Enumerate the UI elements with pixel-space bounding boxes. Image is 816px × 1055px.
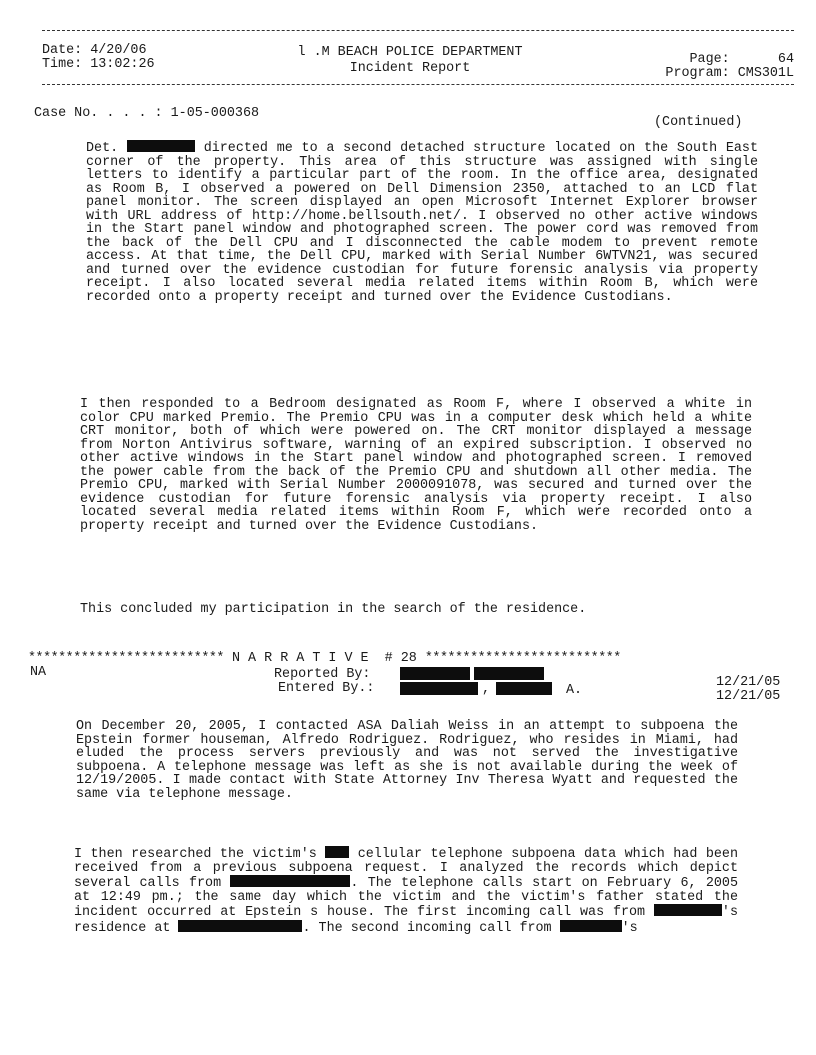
header-page: Page: 64 [689,52,794,67]
reported-date: 12/21/05 [716,675,781,690]
redaction-bar [178,920,302,932]
report-type: Incident Report [349,61,471,76]
redaction-bar [560,920,622,932]
redaction-bar [230,875,350,887]
entered-date: 12/21/05 [716,689,781,704]
redaction-entered-2 [496,682,552,699]
continued-label: (Continued) [654,115,743,130]
header-top-rule [42,30,794,31]
redaction-bar [654,904,722,916]
header-program: Program: CMS301L [665,66,794,81]
paragraph-concluded: This concluded my participation in the search of the residence. [80,602,587,617]
redaction-bar [325,846,349,858]
header-time: Time: 13:02:26 [42,57,155,72]
narrative-code: NA [30,665,47,680]
redaction-bar [127,140,195,152]
header-date: Date: 4/20/06 [42,43,147,58]
redaction-entered-1 [400,682,478,699]
case-number-line: Case No. . . . : 1-05-000368 [34,106,260,121]
department-name: l .M BEACH POLICE DEPARTMENT [297,45,523,60]
narrative-paragraph-2: I then researched the victim's cellular telephone subpoena data which had been received from a previous subpoena request. I analyzed the records which depict several calls from . The telephone calls start on February 6, 2005 at 12:49 pm.; the same day which the victim and the victim's father stated the incident occurred at Epstein s house. The first incoming call was from 's residence at . The second incoming call from 's [74,847,738,936]
header-bottom-rule [42,84,794,85]
narrative-banner: ************************** N A R R A T I V E # 28 ************************** [28,651,621,666]
paragraph-room-b: Det. directed me to a second detached structure located on the South East corner of the property. This area of this structure was assigned with single letters to identify a particular part of the room. In the office area, designated as Room B, I observed a powered on Dell Dimension 2350, attached to an LCD flat panel monitor. The screen displayed an open Microsoft Internet Explorer browser with URL address of http://home.bellsouth.net/. I observed no other active windows in the Start panel window and photographed screen. The power cord was removed from the back of the Dell CPU and I disconnected the cable modem to prevent remote access. At that time, the Dell CPU, marked with Serial Number 6WTVN21, was secured and turned over the evidence custodian for future forensic analysis via property receipt. I also located several media related items within Room B, which were recorded onto a property receipt and turned over the Evidence Custodians. [86,141,758,305]
entered-by: Entered By.: [278,681,375,696]
paragraph-room-f: I then responded to a Bedroom designated as Room F, where I observed a white in color CPU marked Premio. The Premio CPU was in a computer desk which held a white CRT monitor, both of which were powered on. The CRT monitor displayed a message from Norton Antivirus software, warning of an expired subscription. I observed no other active windows in the Start panel window and photographed screen. I removed the power cable from the back of the Premio CPU and shutdown all other media. The Premio CPU, marked with Serial Number 2000091078, was secured and turned over the evidence custodian for future forensic analysis via property receipt. I also located several media related items within Room F, which were recorded onto a property receipt and turned over the Evidence Custodians. [80,397,752,534]
entered-initial: A. [566,683,583,698]
reported-by: Reported By: [274,667,371,682]
entered-comma: , [482,682,491,697]
narrative-paragraph-1: On December 20, 2005, I contacted ASA Daliah Weiss in an attempt to subpoena the Epstein former houseman, Alfredo Rodriguez. Rodriguez, who resides in Miami, had eluded the process servers previously and was not served the investigative subpoena. A telephone message was left as she is not available during the week of 12/19/2005. I made contact with State Attorney Inv Theresa Wyatt and requested the same via telephone message. [76,719,738,802]
